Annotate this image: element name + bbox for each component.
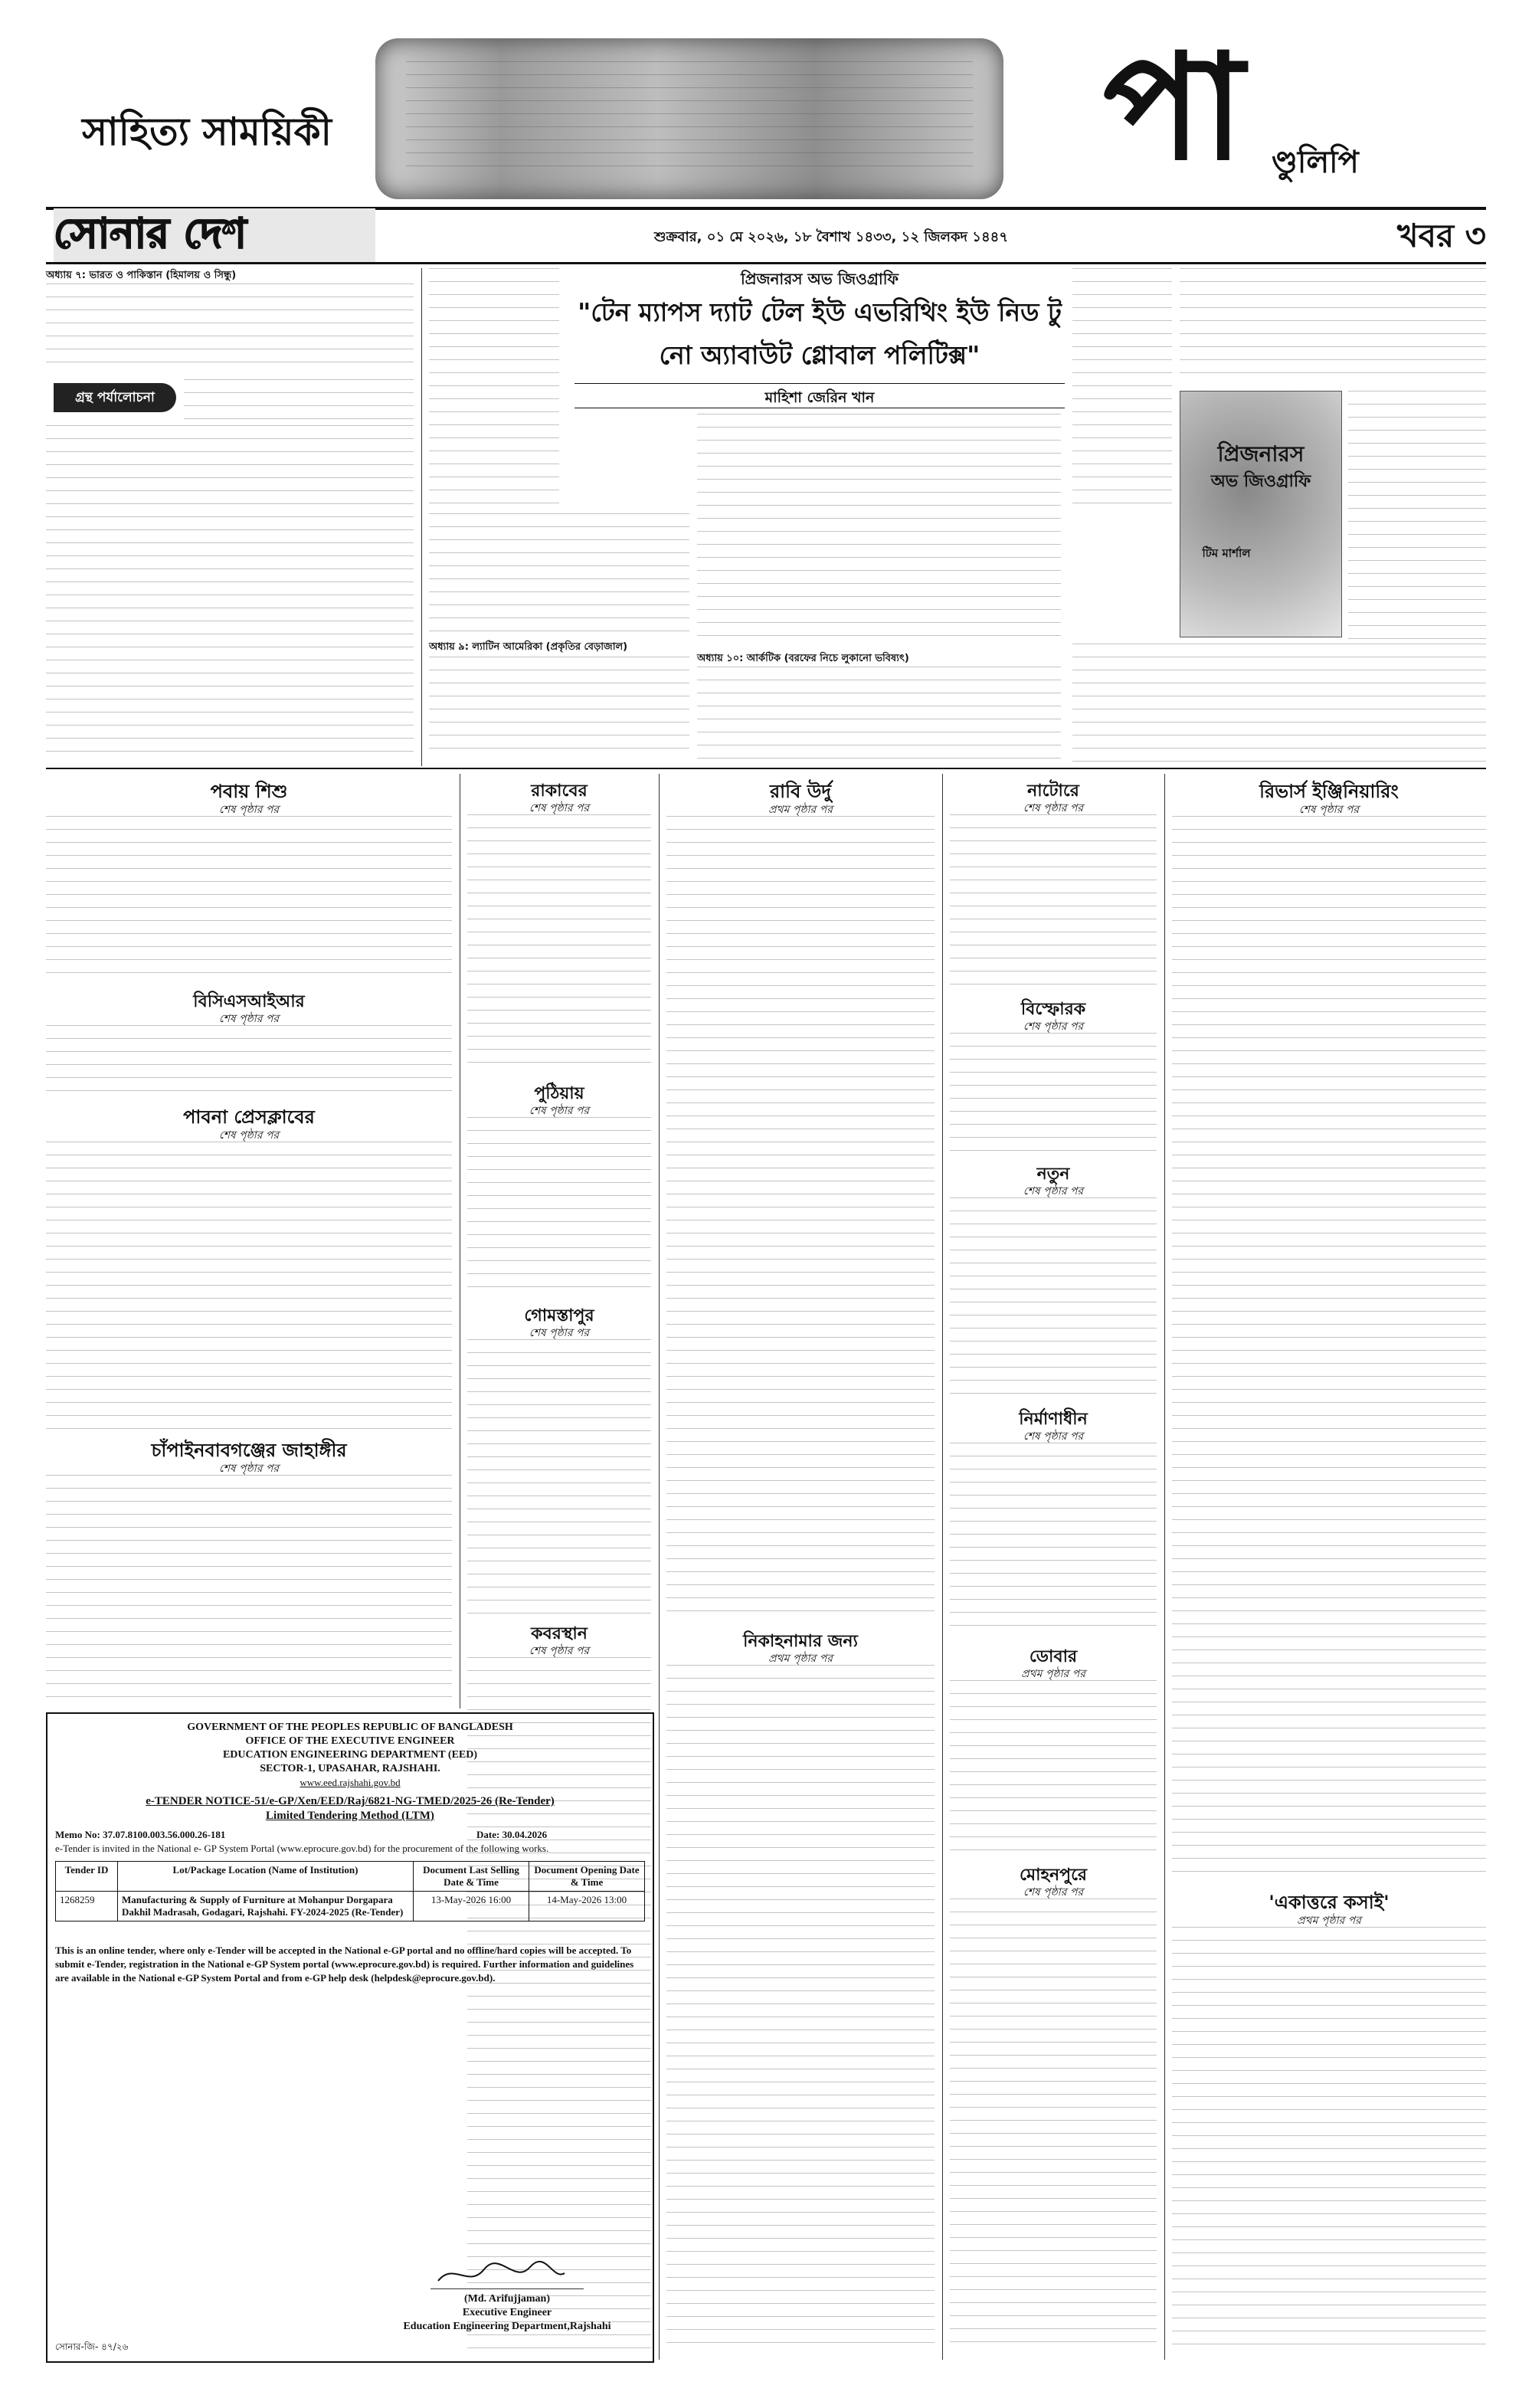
cell-tender-id: 1268259 — [56, 1892, 118, 1921]
lead-byline: মাহিশা জেরিন খান — [764, 389, 875, 406]
lead-col1-text — [46, 283, 414, 368]
book-cover — [1180, 391, 1342, 637]
logo-tail: ণ্ডুলিপি — [1272, 145, 1359, 180]
story-body — [950, 814, 1157, 991]
story-body — [666, 1665, 935, 2354]
story-sub: শেষ পৃষ্ঠার পর — [218, 1463, 280, 1475]
story-body — [467, 1117, 651, 1297]
story-title: নিকাহনামার জন্য — [743, 1632, 858, 1651]
book-review-tag: গ্রন্থ পর্যালোচনা — [54, 383, 176, 412]
story-body — [950, 1443, 1157, 1638]
story-title: রিভার্স ইঞ্জিনিয়ারিং — [1259, 781, 1399, 802]
cover-title: প্রিজনারস — [1217, 441, 1304, 467]
story-body — [46, 816, 452, 981]
signer-name: (Md. Arifujjaman) — [464, 2293, 550, 2305]
cover-author: টিম মার্শাল — [1202, 546, 1251, 560]
chapter7-heading: অধ্যায় ৭: ভারত ও পাকিস্তান (হিমালয় ও সিন্ধু) — [46, 270, 237, 281]
tender-date: Date: 30.04.2026 — [476, 1829, 548, 1840]
story-sub: শেষ পৃষ্ঠার পর — [1023, 1021, 1084, 1033]
story-title: নাটোরে — [1027, 781, 1079, 801]
tender-header-2: OFFICE OF THE EXECUTIVE ENGINEER — [245, 1735, 455, 1747]
cover-map — [1180, 392, 1341, 637]
story-sub: শেষ পৃষ্ঠার পর — [1023, 1886, 1084, 1899]
story-title: রাকাবের — [531, 781, 588, 801]
col-opening-date: Document Opening Date & Time — [529, 1862, 645, 1892]
col-location: Lot/Package Location (Name of Institution) — [118, 1862, 414, 1892]
story-sub: শেষ পৃষ্ঠার পর — [218, 1013, 280, 1025]
lead-col1-text3 — [46, 425, 414, 762]
tender-website[interactable]: www.eed.rajshahi.gov.bd — [300, 1777, 401, 1788]
newspaper-page — [46, 21, 1486, 2375]
story-sub: শেষ পৃষ্ঠার পর — [529, 1645, 590, 1657]
page-label: খবর ৩ — [1397, 217, 1486, 254]
story-sub: শেষ পৃষ্ঠার পর — [529, 802, 590, 814]
tender-header-4: SECTOR-1, UPASAHAR, RAJSHAHI. — [260, 1763, 440, 1774]
story-body — [950, 1197, 1157, 1401]
story-sub: শেষ পৃষ্ঠার পর — [218, 804, 280, 816]
cell-work: Manufacturing & Supply of Furniture at Mohanpur Dorgapara Dakhil Madrasah, Godagari, Rajshahi. FY-2024-2025 (Re-Tender) — [118, 1892, 414, 1921]
story-sub: প্রথম পৃষ্ঠার পর — [768, 1653, 833, 1665]
lead-col3-text — [697, 414, 1061, 644]
story-title: নির্মাণাধীন — [1019, 1410, 1088, 1429]
section-title: সাহিত্য সাময়িকী — [82, 109, 332, 154]
chapter9-heading: অধ্যায় ৯: ল্যাটিন আমেরিকা (প্রকৃতির বেড়াজাল) — [429, 640, 689, 656]
lead-col5-text2 — [1348, 391, 1486, 644]
story-body — [46, 1142, 452, 1429]
story-sub: শেষ পৃষ্ঠার পর — [1023, 802, 1084, 814]
manuscript-image — [375, 38, 1003, 199]
signer-dept: Education Engineering Department,Rajshahi — [403, 2321, 611, 2332]
lead-col2-text — [429, 268, 559, 506]
story-title: মোহনপুরে — [1019, 1866, 1088, 1885]
story-title: 'একাত্তরে কসাই' — [1268, 1892, 1390, 1913]
story-body — [467, 814, 651, 1075]
dateline: শুক্রবার, ০১ মে ২০২৬, ১৮ বৈশাখ ১৪৩৩, ১২ জিলকদ ১৪৪৭ — [653, 229, 1009, 245]
signature — [430, 2258, 584, 2289]
story-body — [46, 1475, 452, 1705]
story-title: পুঠিয়ায় — [534, 1084, 584, 1103]
lead-col2-text2 — [429, 513, 689, 758]
story-title: নতুন — [1036, 1165, 1070, 1184]
col-selling-date: Document Last Selling Date & Time — [414, 1862, 529, 1892]
story-body — [1172, 1927, 1486, 2356]
story-title: রাবি উর্দু — [769, 781, 832, 802]
story-body — [467, 1339, 651, 1615]
story-sub: শেষ পৃষ্ঠার পর — [1023, 1185, 1084, 1197]
signer-title: Executive Engineer — [462, 2307, 552, 2318]
col-tender-id: Tender ID — [56, 1862, 118, 1892]
story-sub: প্রথম পৃষ্ঠার পর — [1297, 1915, 1361, 1927]
cell-selling: 13-May-2026 16:00 — [414, 1892, 529, 1921]
cell-opening: 14-May-2026 13:00 — [529, 1892, 645, 1921]
tender-notice — [46, 1712, 654, 2363]
story-title: পবায় শিশু — [210, 781, 288, 802]
signature-scribble — [430, 2258, 568, 2288]
story-sub: শেষ পৃষ্ঠার পর — [218, 1129, 280, 1142]
story-title: বিসিএসআইআর — [193, 992, 305, 1011]
story-title: গোমস্তাপুর — [524, 1306, 594, 1325]
lead-kicker: প্রিজনারস অভ জিওগ্রাফি — [740, 270, 899, 288]
tender-header-3: EDUCATION ENGINEERING DEPARTMENT (EED) — [222, 1749, 478, 1761]
tender-footnote: This is an online tender, where only e-Tender will be accepted in the National e-GP portal and no offline/hard copies will be accepted. To submit e-Tender, registration in the National e-GP System portal (www.eprocure.gov.bd) is required. Further information and guidelines are available in the National e-GP System Portal and from e-GP help desk (helpdesk@eprocure.gov.bd). — [55, 1944, 634, 1984]
story-title: চাঁপাইনবাবগঞ্জের জাহাঙ্গীর — [151, 1440, 347, 1461]
story-title: কবরস্থান — [531, 1624, 588, 1643]
lead-col5-text3 — [1072, 644, 1486, 762]
story-sub: প্রথম পৃষ্ঠার পর — [1021, 1668, 1085, 1680]
story-title: বিস্ফোরক — [1020, 1000, 1086, 1019]
story-body — [950, 1033, 1157, 1155]
tender-memo: Memo No: 37.07.8100.003.56.000.26-181 — [55, 1829, 226, 1840]
tender-header-1: GOVERNMENT OF THE PEOPLES REPUBLIC OF BANGLADESH — [187, 1722, 513, 1733]
ad-code: সোনার-জি- ৪৭/২৬ — [55, 2341, 129, 2352]
story-body — [950, 1680, 1157, 1856]
story-body — [666, 816, 935, 1620]
story-sub: প্রথম পৃষ্ঠার পর — [768, 804, 833, 816]
story-title: পাবনা প্রেসক্লাবের — [183, 1106, 315, 1128]
tender-notice-number: e-TENDER NOTICE-51/e-GP/Xen/EED/Raj/6821-NG-TMED/2025-26 (Re-Tender) — [146, 1795, 555, 1807]
lead-col3-text2 — [697, 667, 1061, 762]
lead-col5-text — [1180, 268, 1486, 383]
tender-method: Limited Tendering Method (LTM) — [266, 1810, 434, 1822]
lead-col4-text — [1072, 268, 1172, 513]
story-sub: শেষ পৃষ্ঠার পর — [529, 1105, 590, 1117]
paper-name: সোনার দেশ — [54, 208, 375, 262]
lead-headline: "টেন ম্যাপস দ্যাট টেল ইউ এভরিথিং ইউ নিড টু নো অ্যাবাউট গ্লোবাল পলিটিক্স" — [578, 297, 1062, 370]
story-body — [46, 1025, 452, 1098]
cover-subtitle: অভ জিওগ্রাফি — [1210, 472, 1311, 491]
story-sub: শেষ পৃষ্ঠার পর — [529, 1327, 590, 1339]
lead-col1-text2 — [184, 379, 414, 425]
story-body — [950, 1899, 1157, 2354]
tender-table — [55, 1861, 645, 1921]
chapter10-heading: অধ্যায় ১০: আর্কটিক (বরফের নিচে লুকানো ভবিষ্যৎ) — [697, 653, 909, 664]
story-sub: শেষ পৃষ্ঠার পর — [1023, 1430, 1084, 1443]
tender-invite: e-Tender is invited in the National e- GP System Portal (www.eprocure.gov.bd) for the procurement of the following works. — [55, 1843, 549, 1854]
story-title: ডোবার — [1029, 1647, 1078, 1666]
logo-big-letter: পা — [1103, 21, 1245, 192]
story-body — [1172, 816, 1486, 1881]
story-sub: শেষ পৃষ্ঠার পর — [1298, 804, 1360, 816]
